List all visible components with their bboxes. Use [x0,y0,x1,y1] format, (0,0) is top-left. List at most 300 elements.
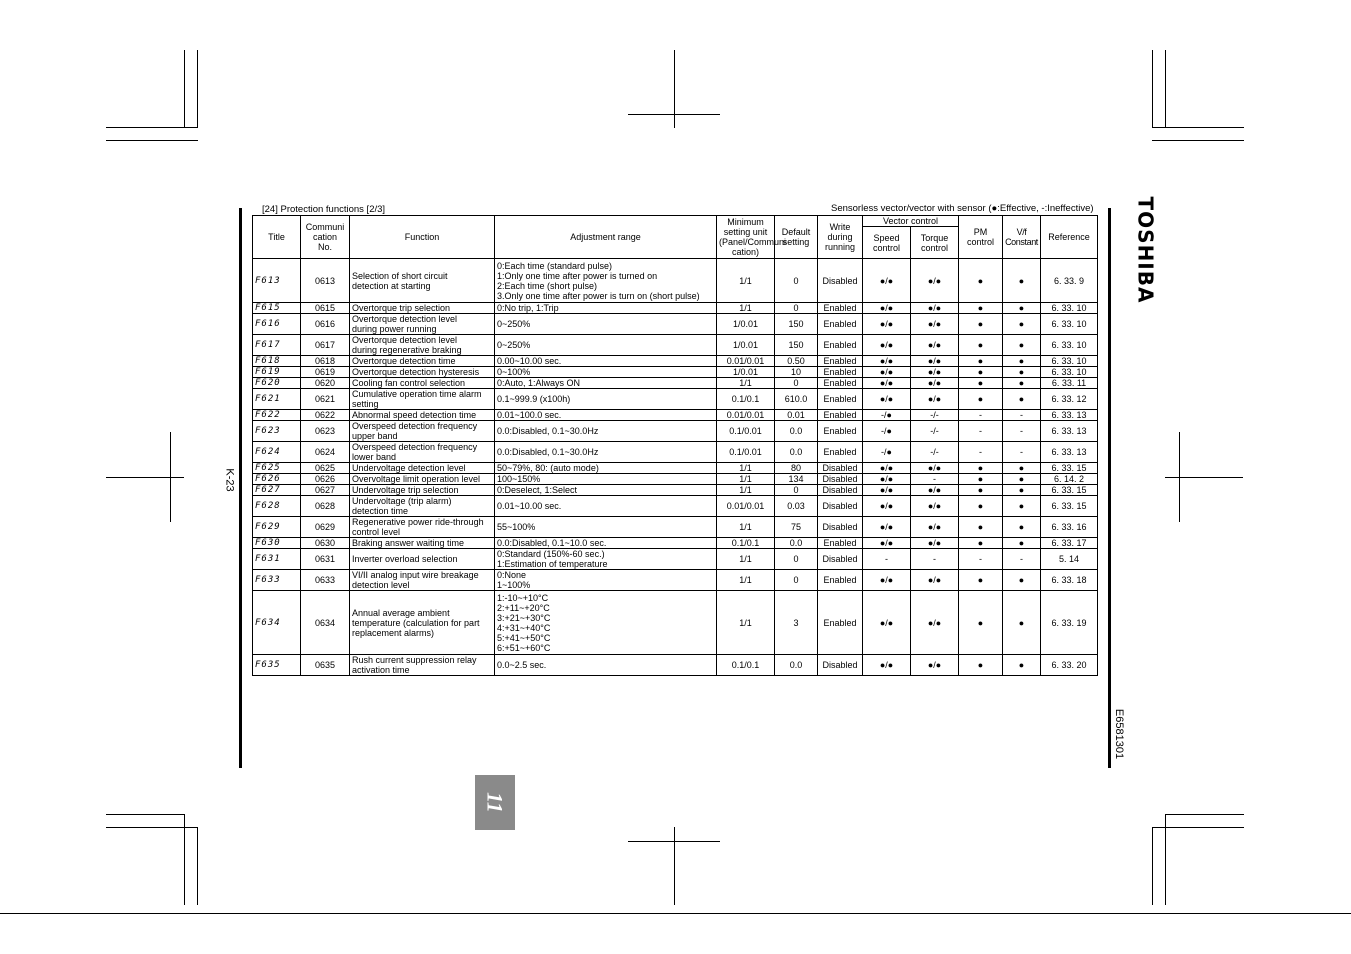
cell-function: Annual average ambient temperature (calculation for part replacement alarms) [350,591,495,655]
cell-default: 0 [775,485,818,496]
cell-unit: 1/1 [717,570,775,591]
cell-vf: - [1003,549,1041,570]
crop-mark [674,827,675,905]
cell-unit: 0.01/0.01 [717,496,775,517]
col-speed-control: Speed control [863,227,911,259]
cell-vf: ● [1003,591,1041,655]
cell-write: Disabled [818,474,863,485]
cell-vf: - [1003,410,1041,421]
cell-pm: - [959,410,1003,421]
cell-torque: ●/● [911,378,959,389]
cell-unit: 1/1 [717,378,775,389]
table-row [253,303,1098,314]
crop-mark [1152,140,1244,141]
cell-unit: 1/1 [717,259,775,303]
cell-function: Cumulative operation time alarm setting [350,389,495,410]
cell-speed: ●/● [863,378,911,389]
cell-title: F619 [253,367,301,378]
cell-no: 0619 [301,367,350,378]
cell-unit: 1/1 [717,549,775,570]
cell-unit: 1/1 [717,485,775,496]
table-row [253,517,1098,538]
document-number: E6581301 [1113,708,1126,760]
cell-default: 0 [775,259,818,303]
cell-vf: ● [1003,303,1041,314]
cell-speed: ●/● [863,591,911,655]
cell-title: F617 [253,335,301,356]
table-row [253,442,1098,463]
crop-mark [1165,50,1166,128]
table-row [253,485,1098,496]
cell-no: 0626 [301,474,350,485]
cell-write: Enabled [818,538,863,549]
cell-default: 75 [775,517,818,538]
crop-mark [674,50,675,128]
cell-unit: 0.1/0.1 [717,655,775,676]
table-row [253,335,1098,356]
cell-default: 0.01 [775,410,818,421]
cell-function: Undervoltage trip selection [350,485,495,496]
cell-title: F623 [253,421,301,442]
cell-no: 0624 [301,442,350,463]
cell-default: 0.0 [775,421,818,442]
cell-vf: ● [1003,378,1041,389]
cell-vf: ● [1003,356,1041,367]
cell-range: 0:None 1~100% [495,570,717,591]
cell-write: Enabled [818,303,863,314]
cell-speed: ●/● [863,463,911,474]
cell-default: 0.50 [775,356,818,367]
cell-vf: - [1003,442,1041,463]
cell-write: Disabled [818,655,863,676]
cell-speed: ●/● [863,570,911,591]
cell-pm: ● [959,485,1003,496]
cell-default: 0 [775,303,818,314]
cell-ref: 6. 33. 13 [1041,442,1098,463]
cell-ref: 6. 33. 15 [1041,485,1098,496]
cell-write: Enabled [818,378,863,389]
cell-unit: 1/0.01 [717,367,775,378]
cell-no: 0622 [301,410,350,421]
cell-title: F613 [253,259,301,303]
cell-default: 3 [775,591,818,655]
cell-default: 150 [775,314,818,335]
cell-speed: - [863,549,911,570]
cell-title: F631 [253,549,301,570]
crop-mark [1165,477,1243,478]
cell-no: 0625 [301,463,350,474]
cell-range: 0.0~2.5 sec. [495,655,717,676]
cell-torque: ●/● [911,538,959,549]
cell-pm: ● [959,335,1003,356]
cell-torque: ●/● [911,463,959,474]
crop-mark [184,50,185,128]
section-title: [24] Protection functions [2/3] [262,204,386,215]
cell-write: Disabled [818,485,863,496]
cell-no: 0617 [301,335,350,356]
cell-write: Enabled [818,367,863,378]
cell-default: 0 [775,549,818,570]
cell-pm: ● [959,314,1003,335]
cell-default: 0 [775,570,818,591]
col-pm-control: PM control [959,216,1003,259]
brand-logo: TOSHIBA [1133,196,1158,304]
cell-vf: ● [1003,496,1041,517]
cell-range: 0:No trip, 1:Trip [495,303,717,314]
chapter-tab [475,775,515,830]
cell-speed: ●/● [863,314,911,335]
cell-default: 0.0 [775,655,818,676]
cell-unit: 0.1/0.1 [717,538,775,549]
cell-speed: ●/● [863,367,911,378]
cell-function: Undervoltage (trip alarm) detection time [350,496,495,517]
cell-vf: ● [1003,389,1041,410]
cell-pm: ● [959,496,1003,517]
col-write-running: Write during running [818,216,863,259]
cell-ref: 6. 33. 15 [1041,496,1098,517]
cell-pm: - [959,421,1003,442]
cell-speed: ●/● [863,389,911,410]
cell-ref: 6. 33. 16 [1041,517,1098,538]
cell-default: 10 [775,367,818,378]
cell-range: 0:Standard (150%-60 sec.) 1:Estimation of temperature [495,549,717,570]
table-row [253,259,1098,303]
cell-pm: ● [959,378,1003,389]
table-row [253,463,1098,474]
cell-function: VI/II analog input wire breakage detection level [350,570,495,591]
cell-write: Enabled [818,335,863,356]
cell-title: F616 [253,314,301,335]
table-row [253,367,1098,378]
crop-mark [1152,50,1153,128]
cell-pm: ● [959,259,1003,303]
cell-vf: - [1003,421,1041,442]
cell-ref: 6. 14. 2 [1041,474,1098,485]
table-row [253,570,1098,591]
cell-speed: ●/● [863,356,911,367]
cell-range: 0.01~10.00 sec. [495,496,717,517]
table-row [253,356,1098,367]
cell-write: Disabled [818,496,863,517]
cell-function: Rush current suppression relay activation time [350,655,495,676]
cell-torque: ●/● [911,367,959,378]
protection-functions-table [252,215,1098,676]
cell-speed: ●/● [863,259,911,303]
cell-no: 0620 [301,378,350,389]
cell-ref: 6. 33. 11 [1041,378,1098,389]
cell-function: Overspeed detection frequency lower band [350,442,495,463]
table-row [253,655,1098,676]
cell-default: 150 [775,335,818,356]
table-row [253,549,1098,570]
cell-vf: ● [1003,485,1041,496]
cell-function: Cooling fan control selection [350,378,495,389]
col-default: Default setting [775,216,818,259]
crop-mark [1165,814,1244,815]
cell-vf: ● [1003,474,1041,485]
left-margin-bar [239,208,242,768]
cell-title: F628 [253,496,301,517]
cell-title: F633 [253,570,301,591]
cell-ref: 6. 33. 9 [1041,259,1098,303]
cell-unit: 1/0.01 [717,314,775,335]
cell-default: 80 [775,463,818,474]
cell-ref: 6. 33. 20 [1041,655,1098,676]
cell-write: Disabled [818,517,863,538]
chapter-tab-label: 11 [483,792,508,813]
cell-unit: 0.1/0.01 [717,421,775,442]
cell-pm: ● [959,517,1003,538]
cell-write: Disabled [818,259,863,303]
cell-function: Overtorque detection hysteresis [350,367,495,378]
cell-unit: 1/1 [717,517,775,538]
col-vf-constant: V/f Constant [1003,216,1041,259]
cell-torque: ●/● [911,591,959,655]
cell-pm: ● [959,367,1003,378]
col-function: Function [350,216,495,259]
cell-vf: ● [1003,259,1041,303]
cell-default: 610.0 [775,389,818,410]
cell-vf: ● [1003,314,1041,335]
cell-speed: -/● [863,421,911,442]
cell-range: 0~250% [495,335,717,356]
col-title: Title [253,216,301,259]
cell-ref: 6. 33. 10 [1041,335,1098,356]
cell-function: Inverter overload selection [350,549,495,570]
cell-speed: ●/● [863,496,911,517]
cell-write: Enabled [818,410,863,421]
col-reference: Reference [1041,216,1098,259]
cell-title: F621 [253,389,301,410]
cell-title: F620 [253,378,301,389]
cell-range: 0.00~10.00 sec. [495,356,717,367]
cell-torque: - [911,549,959,570]
cell-torque: -/- [911,442,959,463]
bottom-rule [0,913,1351,914]
cell-function: Abnormal speed detection time [350,410,495,421]
cell-unit: 0.01/0.01 [717,356,775,367]
cell-unit: 1/1 [717,463,775,474]
cell-no: 0635 [301,655,350,676]
cell-pm: ● [959,389,1003,410]
cell-write: Disabled [818,463,863,474]
cell-ref: 5. 14 [1041,549,1098,570]
cell-range: 100~150% [495,474,717,485]
cell-speed: ●/● [863,474,911,485]
cell-unit: 1/1 [717,474,775,485]
cell-title: F615 [253,303,301,314]
cell-no: 0634 [301,591,350,655]
cell-default: 0 [775,378,818,389]
cell-vf: ● [1003,367,1041,378]
cell-pm: ● [959,538,1003,549]
cell-vf: ● [1003,538,1041,549]
table-row [253,591,1098,655]
crop-mark [106,477,184,478]
cell-vf: ● [1003,463,1041,474]
cell-torque: ●/● [911,496,959,517]
cell-torque: ●/● [911,485,959,496]
cell-title: F630 [253,538,301,549]
cell-ref: 6. 33. 12 [1041,389,1098,410]
cell-ref: 6. 33. 10 [1041,303,1098,314]
cell-pm: - [959,549,1003,570]
crop-mark [1152,827,1153,905]
cell-no: 0618 [301,356,350,367]
cell-torque: ●/● [911,389,959,410]
cell-torque: ●/● [911,356,959,367]
cell-write: Enabled [818,421,863,442]
table-row [253,410,1098,421]
table-row [253,421,1098,442]
cell-no: 0628 [301,496,350,517]
crop-mark [106,140,198,141]
right-margin-bar [1108,208,1111,768]
cell-range: 0:Auto, 1:Always ON [495,378,717,389]
cell-pm: ● [959,655,1003,676]
cell-unit: 0.01/0.01 [717,410,775,421]
cell-no: 0627 [301,485,350,496]
cell-no: 0629 [301,517,350,538]
cell-unit: 0.1/0.1 [717,389,775,410]
cell-vf: ● [1003,655,1041,676]
cell-function: Braking answer waiting time [350,538,495,549]
cell-default: 0.0 [775,442,818,463]
cell-range: 1:-10~+10°C 2:+11~+20°C 3:+21~+30°C 4:+31~+40°C 5:+41~+50°C 6:+51~+60°C [495,591,717,655]
cell-pm: ● [959,570,1003,591]
cell-speed: ●/● [863,517,911,538]
cell-ref: 6. 33. 13 [1041,421,1098,442]
cell-range: 0.0:Disabled, 0.1~30.0Hz [495,442,717,463]
cell-function: Overspeed detection frequency upper band [350,421,495,442]
crop-mark [1165,814,1166,905]
cell-no: 0615 [301,303,350,314]
cell-vf: ● [1003,335,1041,356]
cell-torque: ●/● [911,303,959,314]
cell-function: Overtorque trip selection [350,303,495,314]
cell-speed: ●/● [863,655,911,676]
cell-range: 0~250% [495,314,717,335]
crop-mark [106,814,185,815]
cell-torque: ●/● [911,517,959,538]
cell-write: Enabled [818,314,863,335]
cell-range: 0.01~100.0 sec. [495,410,717,421]
cell-range: 0:Each time (standard pulse) 1:Only one time after power is turned on 2:Each time (short pulse) 3.Only one time after power is turn on (short pulse) [495,259,717,303]
crop-mark [184,814,185,905]
cell-default: 134 [775,474,818,485]
cell-range: 0:Deselect, 1:Select [495,485,717,496]
cell-no: 0631 [301,549,350,570]
cell-write: Enabled [818,442,863,463]
cell-speed: ●/● [863,335,911,356]
cell-speed: -/● [863,442,911,463]
table-row [253,538,1098,549]
cell-vf: ● [1003,570,1041,591]
cell-title: F618 [253,356,301,367]
cell-torque: - [911,474,959,485]
cell-function: Overtorque detection time [350,356,495,367]
cell-ref: 6. 33. 15 [1041,463,1098,474]
cell-write: Enabled [818,570,863,591]
table-row [253,314,1098,335]
cell-unit: 0.1/0.01 [717,442,775,463]
cell-ref: 6. 33. 10 [1041,356,1098,367]
col-min-unit: Minimum setting unit (Panel/Communi cation) [717,216,775,259]
cell-pm: - [959,442,1003,463]
cell-pm: ● [959,356,1003,367]
cell-ref: 6. 33. 10 [1041,314,1098,335]
cell-title: F635 [253,655,301,676]
cell-speed: ●/● [863,303,911,314]
cell-speed: ●/● [863,485,911,496]
cell-no: 0616 [301,314,350,335]
cell-title: F629 [253,517,301,538]
cell-torque: -/- [911,421,959,442]
cell-write: Enabled [818,389,863,410]
cell-range: 0.0:Disabled, 0.1~30.0Hz [495,421,717,442]
cell-speed: ●/● [863,538,911,549]
cell-function: Regenerative power ride-through control level [350,517,495,538]
cell-vf: ● [1003,517,1041,538]
cell-function: Selection of short circuit detection at starting [350,259,495,303]
cell-no: 0633 [301,570,350,591]
table-row [253,389,1098,410]
cell-title: F622 [253,410,301,421]
cell-torque: ●/● [911,335,959,356]
cell-torque: ●/● [911,314,959,335]
cell-write: Enabled [818,356,863,367]
cell-no: 0613 [301,259,350,303]
cell-ref: 6. 33. 18 [1041,570,1098,591]
table-row [253,378,1098,389]
cell-no: 0623 [301,421,350,442]
cell-unit: 1/1 [717,303,775,314]
cell-write: Disabled [818,549,863,570]
table-row [253,474,1098,485]
cell-torque: ●/● [911,259,959,303]
cell-range: 0.0:Disabled, 0.1~10.0 sec. [495,538,717,549]
col-torque-control: Torque control [911,227,959,259]
table-row [253,496,1098,517]
col-comm-no: Communi cation No. [301,216,350,259]
cell-pm: ● [959,591,1003,655]
cell-range: 0~100% [495,367,717,378]
cell-torque: ●/● [911,655,959,676]
crop-mark [628,841,720,842]
cell-pm: ● [959,463,1003,474]
cell-ref: 6. 33. 10 [1041,367,1098,378]
cell-title: F627 [253,485,301,496]
cell-default: 0.03 [775,496,818,517]
crop-mark [197,50,198,128]
col-adjustment-range: Adjustment range [495,216,717,259]
cell-default: 0.0 [775,538,818,549]
cell-title: F624 [253,442,301,463]
cell-pm: ● [959,474,1003,485]
cell-title: F626 [253,474,301,485]
cell-function: Overvoltage limit operation level [350,474,495,485]
cell-ref: 6. 33. 17 [1041,538,1098,549]
cell-ref: 6. 33. 19 [1041,591,1098,655]
cell-function: Undervoltage detection level [350,463,495,474]
cell-unit: 1/0.01 [717,335,775,356]
cell-torque: ●/● [911,570,959,591]
cell-function: Overtorque detection level during regenerative braking [350,335,495,356]
effectiveness-legend: Sensorless vector/vector with sensor (●:Effective, -:Ineffective) [831,203,1094,214]
cell-pm: ● [959,303,1003,314]
crop-mark [197,827,198,905]
cell-ref: 6. 33. 13 [1041,410,1098,421]
